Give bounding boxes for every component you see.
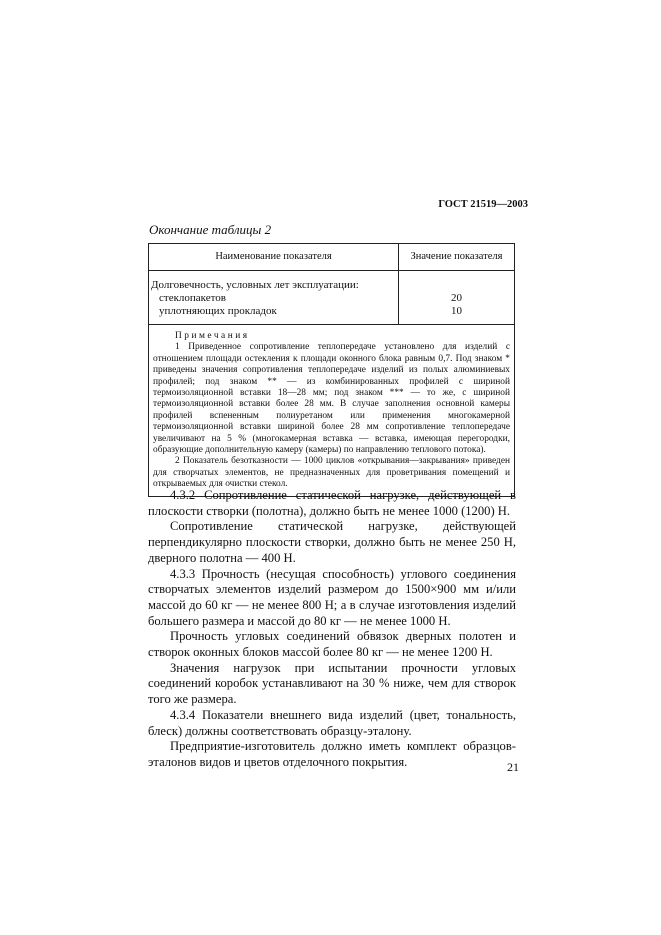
table-row-name: уплотняющих прокладок [159, 305, 277, 317]
table-body [149, 271, 514, 324]
section-title: Долговечность, условных лет эксплуатации: [151, 279, 359, 291]
paragraph: 4.3.3 Прочность (несущая способность) углового соединения створчатых элементов изделий размером до 1500×900 мм и/или массой до 60 кг — не менее 800 Н; а в случае изготовления изделий большего размера и массой до 80 кг — не менее 1000 Н. [148, 566, 516, 628]
table-row-name: стеклопакетов [159, 292, 226, 304]
table-header [149, 244, 514, 271]
paragraph: 4.3.4 Показатели внешнего вида изделий (цвет, тональность, блеск) должны соответствовать образцу-эталону. [148, 707, 516, 738]
paragraph: 4.3.2 Сопротивление статической нагрузке, действующей в плоскости створки (полотна), должно быть не менее 1000 (1200) Н. [148, 488, 516, 518]
table-names-cell [149, 271, 399, 324]
paragraph: Прочность угловых соединений обвязок дверных полотен и створок оконных блоков массой более 80 кг — не менее 1200 Н. [148, 629, 516, 660]
table-caption: Окончание таблицы 2 [149, 222, 272, 237]
column-header-name: Наименование показателя [149, 244, 399, 270]
page-number: 21 [507, 760, 519, 774]
note-item: 1 Приведенное сопротивление теплопередаче установлено для изделий с отношением площади остекления к площади оконного блока равным 0,7. Под знаком * приведены значения сопротивления теплопередаче изделий из полых алюминиевых профилей; под знаком ** — из комбинированных профилей с шириной термоизоляционной вставки 18—28 мм; под знаком *** — то же, с шириной термоизоляционной вставки более 28 мм. В случае заполнения основной камеры профилей вспененным полиуретаном или применения многокамерной термоизоляционной вставки шириной более 28 мм сопротивление теплопередаче увеличивают на 5 % (многокамерная вставка — вставка, имеющая перегородки, образующие дополнительную камеру (камеры) по направлению теплового потока). [153, 342, 510, 456]
note-item: 2 Показатель безотказности — 1000 циклов «открывания—закрывания» приведен для створчатых элементов, не предназначенных для проветривания помещений и открываемых для очистки стекол. [153, 456, 510, 490]
paragraph: Значения нагрузок при испытании прочности угловых соединений коробок устанавливают на 30 % ниже, чем для створок того же размера. [148, 660, 516, 707]
paragraph: Сопротивление статической нагрузке, действующей перпендикулярно плоскости створки, должно быть не менее 250 Н, дверного полотна — 400 Н. [148, 519, 516, 565]
table-values-cell [399, 271, 514, 324]
table-row-value: 20 [451, 292, 462, 304]
paragraph: Предприятие-изготовитель должно иметь комплект образцов-эталонов видов и цветов отделочного покрытия. [148, 739, 516, 769]
body-text [148, 488, 516, 771]
notes-title: Примечания [175, 331, 250, 341]
column-header-value: Значение показателя [410, 251, 503, 262]
document-id: ГОСТ 21519—2003 [438, 199, 528, 210]
table-notes [149, 324, 514, 496]
table-row-value: 10 [451, 305, 462, 317]
table [148, 243, 515, 497]
